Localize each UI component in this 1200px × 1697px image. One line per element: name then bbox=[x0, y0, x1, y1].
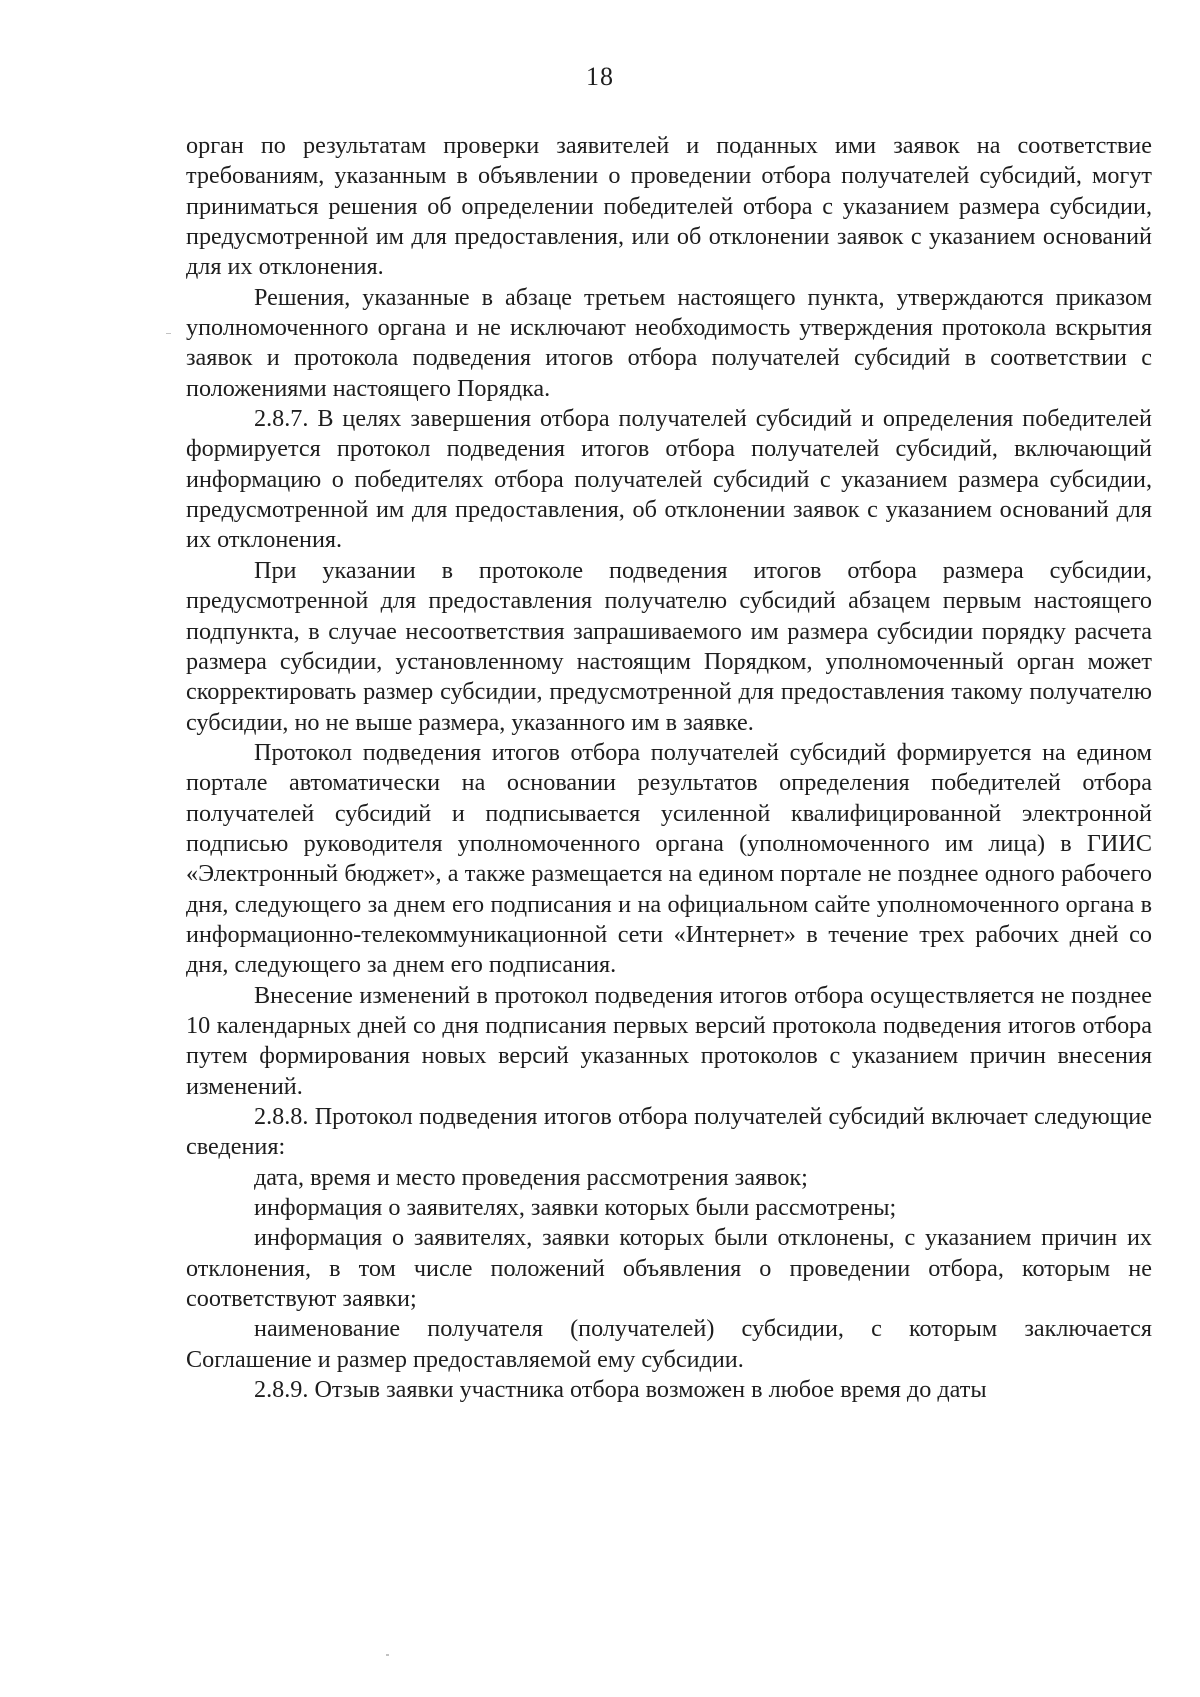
paragraph: наименование получателя (получателей) субсидии, с которым заключается Соглашение и размер предоставляемой ему субсидии. bbox=[186, 1315, 1152, 1373]
paragraph: 2.8.7. В целях завершения отбора получателей субсидий и определения победителей формируется протокол подведения итогов отбора получателей субсидий, включающий информацию о победителях отбора получателей субсидий с указанием размера субсидии, предусмотренной им для предоставления, об отклонении заявок с указанием оснований для их отклонения. bbox=[186, 405, 1152, 554]
paragraph: 2.8.9. Отзыв заявки участника отбора возможен в любое время до даты bbox=[254, 1376, 987, 1404]
page-number: 18 bbox=[586, 62, 614, 91]
scan-artifact bbox=[386, 1654, 389, 1656]
paragraph: Внесение изменений в протокол подведения итогов отбора осуществляется не позднее 10 календарных дней со дня подписания первых версий протокола подведения итогов отбора путем формирования новых версий указанных протоколов с указанием причин внесения изменений. bbox=[186, 981, 1152, 1100]
paragraph: орган по результатам проверки заявителей и поданных ими заявок на соответствие требованиям, указанным в объявлении о проведении отбора получателей субсидий, могут приниматься решения об определении победителей отбора с указанием размера субсидии, предусмотренной им для предоставления, или об отклонении заявок с указанием оснований для их отклонения. bbox=[186, 132, 1152, 281]
paragraph: Протокол подведения итогов отбора получателей субсидий формируется на едином портале автоматически на основании результатов определения победителей отбора получателей субсидий и подписывается усиленной квалифицированной электронной подписью руководителя уполномоченного органа (уполномоченного им лица) в ГИИС «Электронный бюджет», а также размещается на едином портале не позднее одного рабочего дня, следующего за днем его подписания и на официальном сайте уполномоченного органа в информационно-телекоммуникационной сети «Интернет» в течение трех рабочих дней со дня, следующего за днем его подписания. bbox=[186, 738, 1152, 979]
paragraph: При указании в протоколе подведения итогов отбора размера субсидии, предусмотренной для предоставления получателю субсидий абзацем первым настоящего подпункта, в случае несоответствия запрашиваемого им размера субсидии порядку расчета размера субсидии, установленному настоящим Порядком, уполномоченный орган может скорректировать размер субсидии, предусмотренной для предоставления такому получателю субсидии, но не выше размера, указанного им в заявке. bbox=[186, 556, 1152, 736]
paragraph: 2.8.8. Протокол подведения итогов отбора получателей субсидий включает следующие сведения: bbox=[186, 1103, 1152, 1161]
paragraph: Решения, указанные в абзаце третьем настоящего пункта, утверждаются приказом уполномоченного органа и не исключают необходимость утверждения протокола вскрытия заявок и протокола подведения итогов отбора получателей субсидий в соответствии с положениями настоящего Порядка. bbox=[186, 283, 1152, 402]
scan-artifact bbox=[166, 333, 171, 334]
document-body bbox=[186, 131, 1152, 1405]
paragraph: дата, время и место проведения рассмотрения заявок; bbox=[254, 1163, 808, 1191]
paragraph: информация о заявителях, заявки которых были рассмотрены; bbox=[254, 1194, 897, 1222]
paragraph: информация о заявителях, заявки которых были отклонены, с указанием причин их отклонения, в том числе положений объявления о проведении отбора, которым не соответствуют заявки; bbox=[186, 1224, 1152, 1313]
